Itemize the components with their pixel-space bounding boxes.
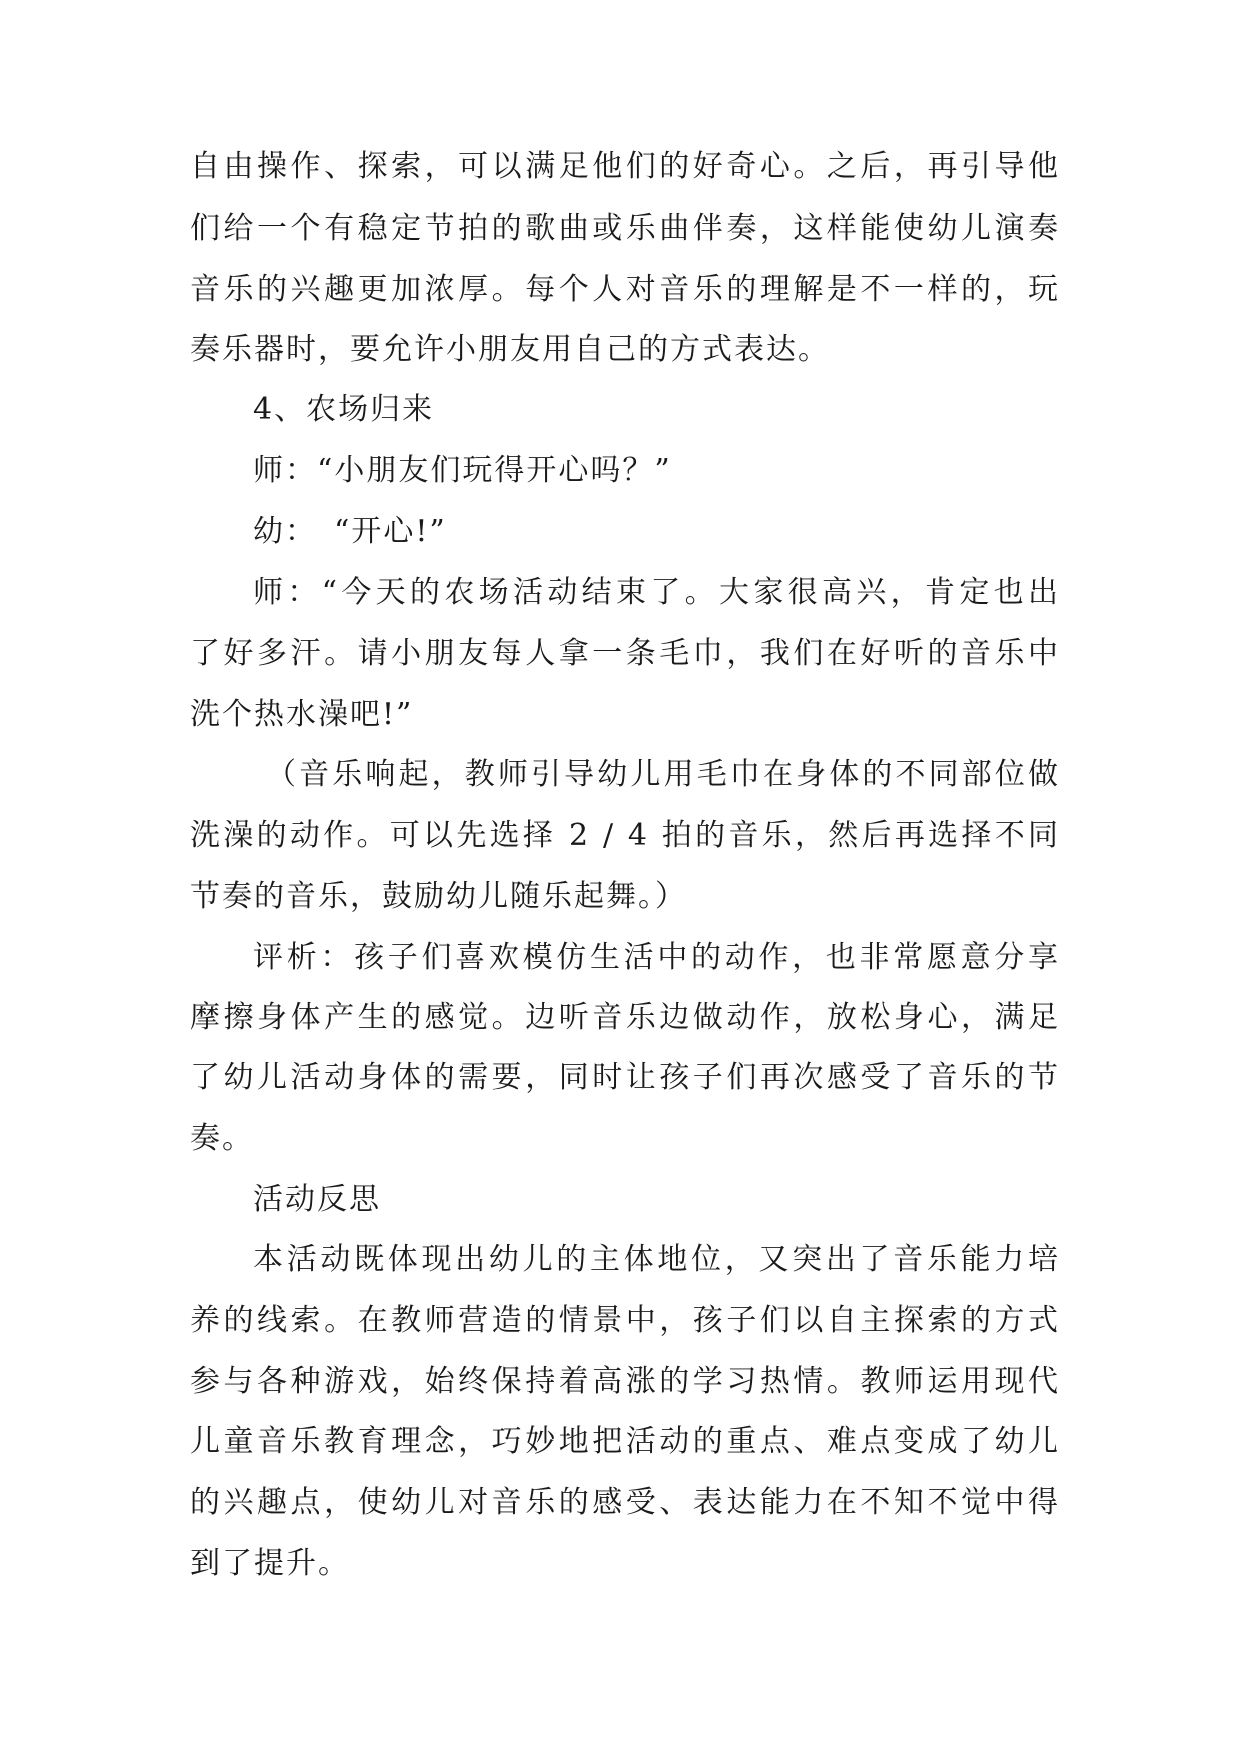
dialogue-line: 师：“今天的农场活动结束了。大家很高兴，肯定也出 <box>253 575 1060 610</box>
text-line: 们给一个有稳定节拍的歌曲或乐曲伴奏，这样能使幼儿演奏 <box>190 211 1060 246</box>
text-line: 参与各种游戏，始终保持着高涨的学习热情。教师运用现代 <box>190 1364 1060 1399</box>
text-line: 洗个热水澡吧!” <box>190 697 414 732</box>
text-line: 摩擦身体产生的感觉。边听音乐边做动作，放松身心，满足 <box>190 1000 1060 1035</box>
text-line: 自由操作、探索，可以满足他们的好奇心。之后，再引导他 <box>190 149 1060 184</box>
text-line: 音乐的兴趣更加浓厚。每个人对音乐的理解是不一样的，玩 <box>190 272 1060 307</box>
text-line: 到了提升。 <box>190 1546 350 1581</box>
text-line: 的兴趣点，使幼儿对音乐的感受、表达能力在不知不觉中得 <box>190 1485 1060 1520</box>
dialogue-line: 师：“小朋友们玩得开心吗？” <box>253 453 672 488</box>
text-line: 节奏的音乐，鼓励幼儿随乐起舞。） <box>190 879 687 914</box>
dialogue-line: 幼： “开心!” <box>253 514 447 549</box>
text-line: 奏。 <box>190 1121 254 1156</box>
text-line: 了幼儿活动身体的需要，同时让孩子们再次感受了音乐的节 <box>190 1060 1060 1095</box>
text-line: 儿童音乐教育理念，巧妙地把活动的重点、难点变成了幼儿 <box>190 1424 1060 1459</box>
text-line: 洗澡的动作。可以先选择 2 / 4 拍的音乐，然后再选择不同 <box>190 818 1060 853</box>
text-line: 评析：孩子们喜欢模仿生活中的动作，也非常愿意分享 <box>253 940 1060 975</box>
text-line: 养的线索。在教师营造的情景中，孩子们以自主探索的方式 <box>190 1303 1060 1338</box>
text-line: 奏乐器时，要允许小朋友用自己的方式表达。 <box>190 332 830 367</box>
text-line: 本活动既体现出幼儿的主体地位，又突出了音乐能力培 <box>253 1242 1060 1277</box>
section-heading: 活动反思 <box>253 1182 381 1217</box>
section-heading: 4、农场归来 <box>253 392 435 427</box>
text-line: （音乐响起，教师引导幼儿用毛巾在身体的不同部位做 <box>266 757 1060 792</box>
text-line: 了好多汗。请小朋友每人拿一条毛巾，我们在好听的音乐中 <box>190 636 1060 671</box>
